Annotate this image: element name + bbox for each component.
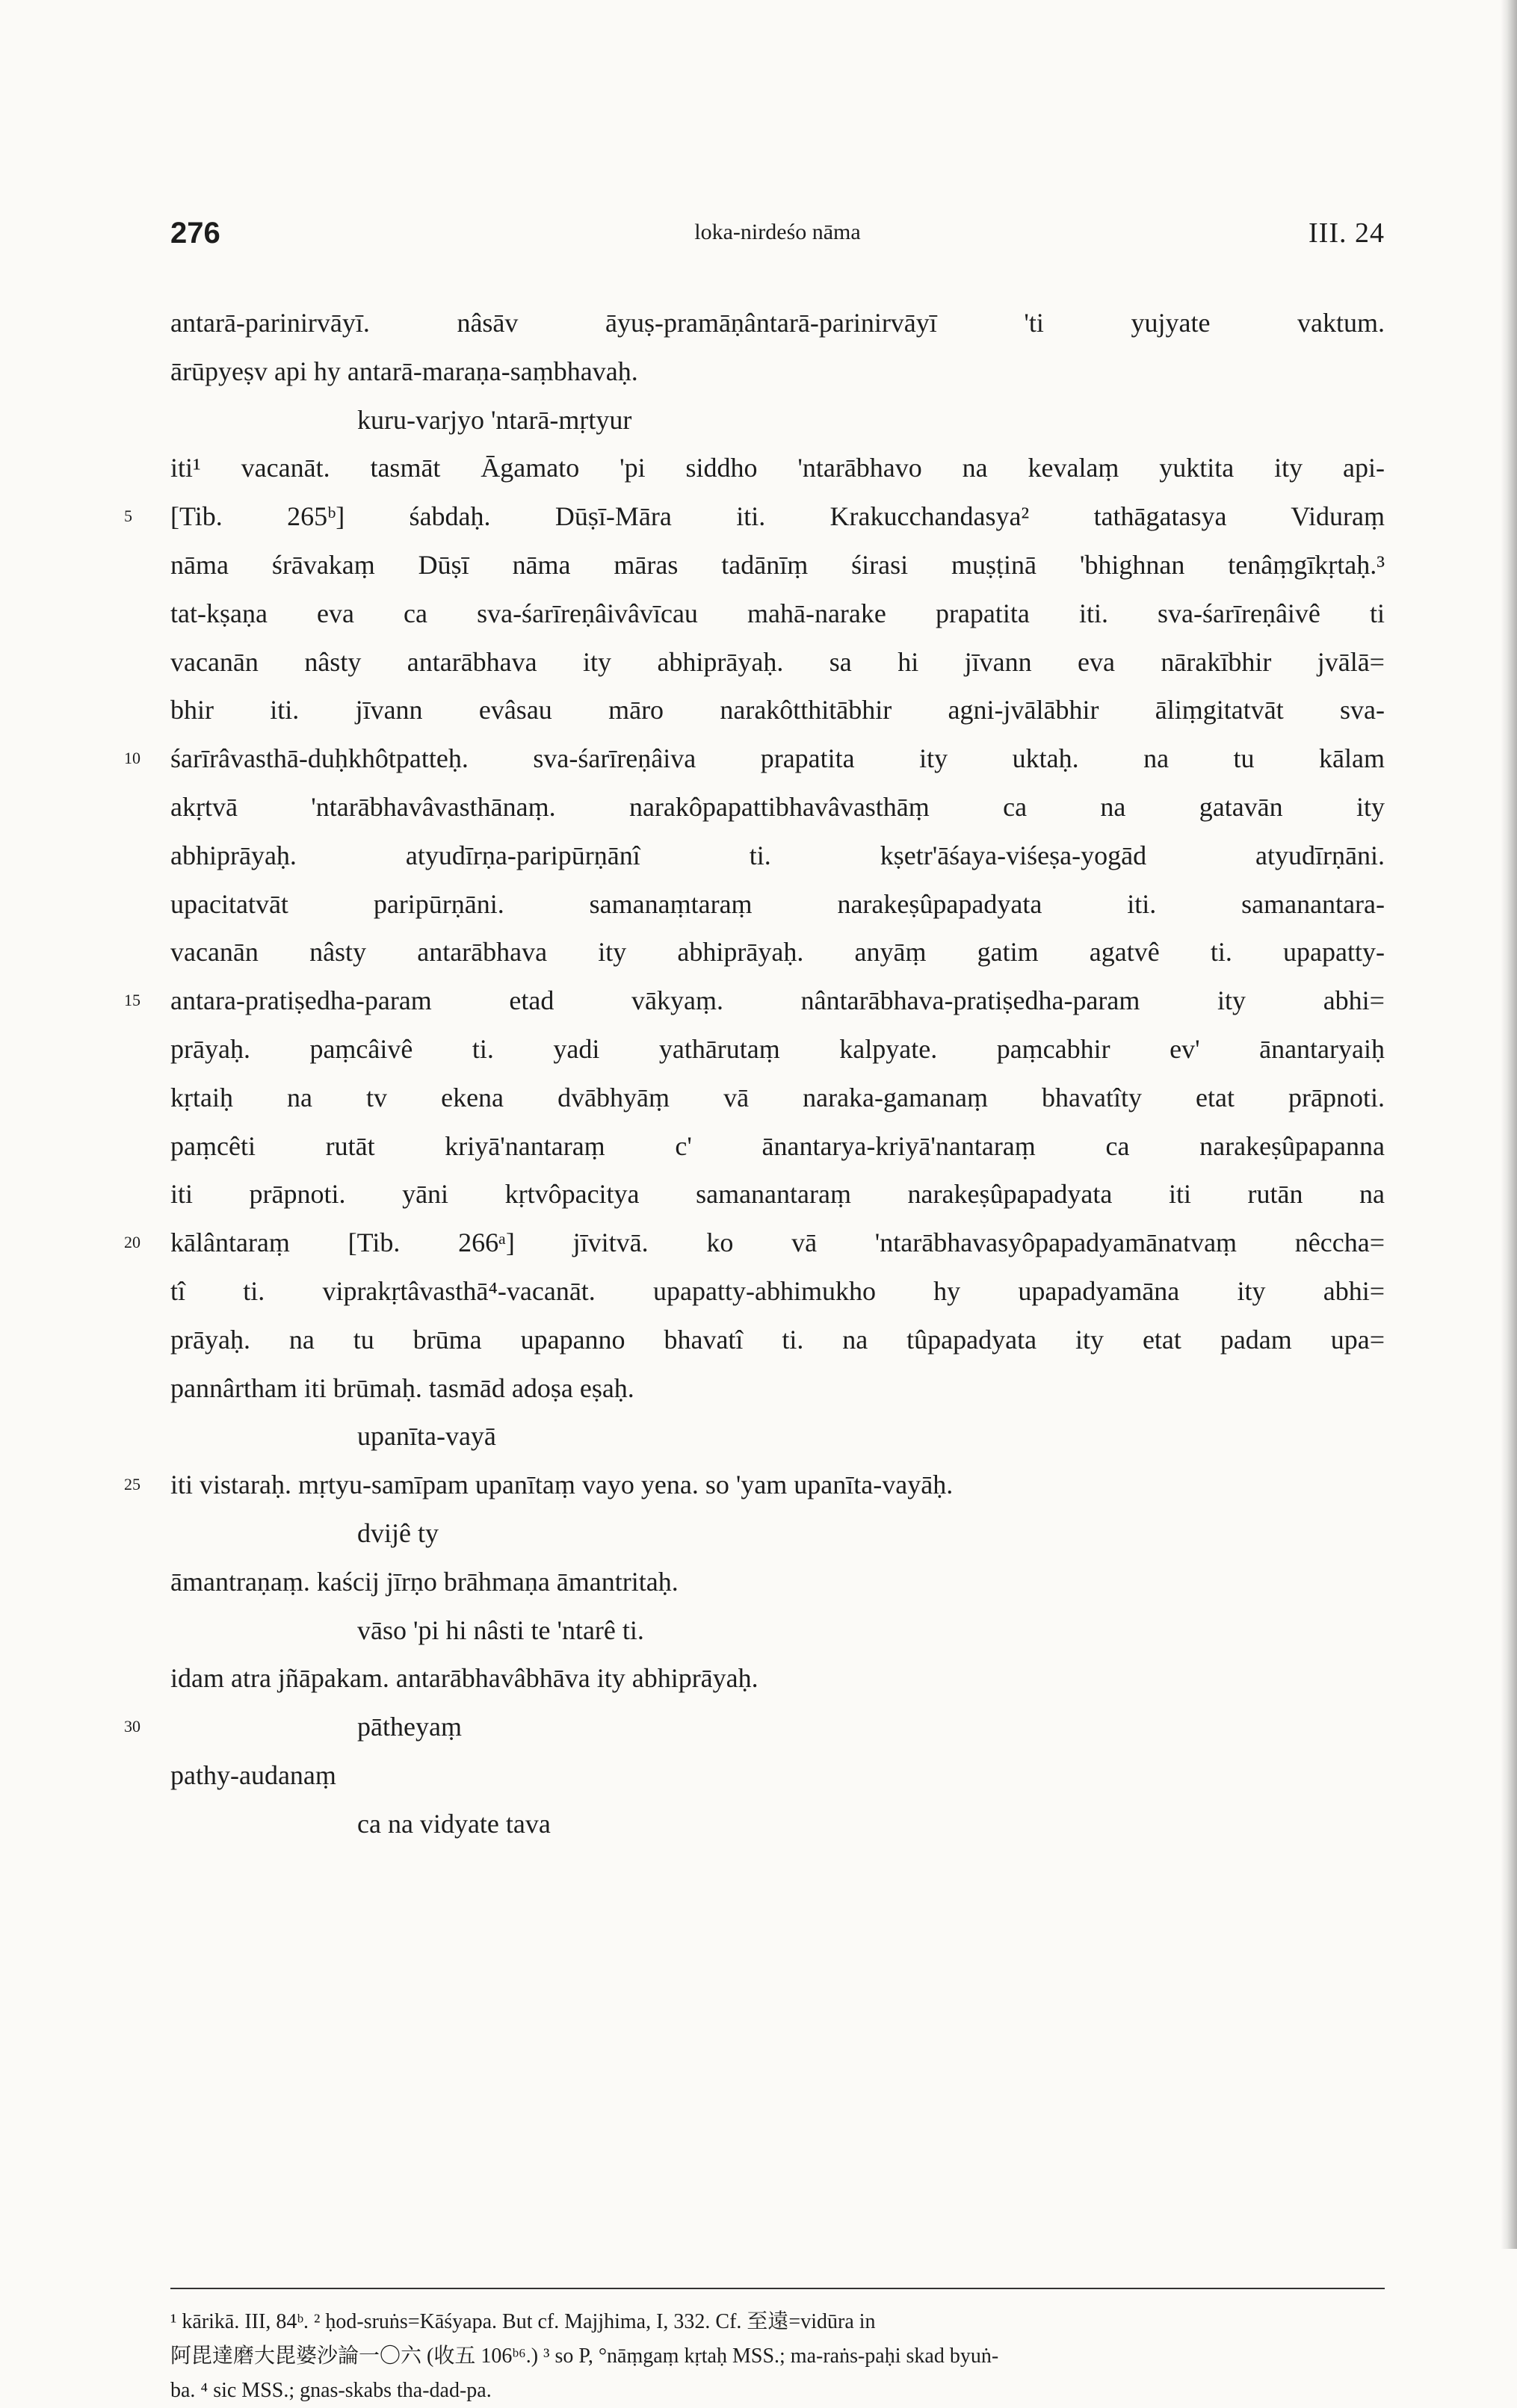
line-text: prāyaḥ. paṃcâivê ti. yadi yathārutaṃ kalpyate. paṃcabhir ev' ānantaryaiḥ: [170, 1033, 1385, 1064]
line-text: antarā-parinirvāyī. nâsāv āyuṣ-pramāṇântarā-parinirvāyī 'ti yujyate vaktum.: [170, 308, 1385, 338]
line-text: iti prāpnoti. yāni kṛtvôpacitya samanantaraṃ narakeṣûpapadyata iti rutān na: [170, 1179, 1385, 1210]
text-line: [170, 783, 1385, 832]
footnote-line: ba. ⁴ sic MSS.; gnas-skabs tha-dad-pa.: [170, 2379, 492, 2402]
line-text: kālântaraṃ [Tib. 266ᵃ] jīvitvā. ko vā 'ntarābhavasyôpapadyamānatvaṃ nêccha=: [170, 1228, 1385, 1258]
line-text: vāso 'pi hi nâsti te 'ntarê ti.: [357, 1615, 644, 1645]
line-text: tî ti. viprakṛtâvasthā⁴-vacanāt. upapatty-abhimukho hy upapadyamāna ity abhi=: [170, 1275, 1385, 1306]
line-text: idam atra jñāpakam. antarābhavâbhāva ity abhiprāyaḥ.: [170, 1663, 758, 1694]
text-line: [124, 976, 1385, 1025]
running-title: loka-nirdeśo nāma: [694, 220, 861, 244]
text-line: [170, 299, 1385, 347]
page-header: [170, 217, 1385, 261]
text-line: [170, 1412, 1385, 1461]
line-number: 20: [124, 1233, 140, 1252]
text-line: [170, 832, 1385, 880]
line-text: upanīta-vayā: [357, 1421, 496, 1452]
line-text: antara-pratiṣedha-param etad vākyaṃ. nântarābhava-pratiṣedha-param ity abhi=: [170, 985, 1385, 1016]
footnote-line: ¹ kārikā. III, 84ᵇ. ² ḥod-sruṅs=Kāśyapa. But cf. Majjhima, I, 332. Cf. 至遠=vidūra in: [170, 2310, 876, 2333]
line-number: 15: [124, 991, 140, 1010]
line-text: prāyaḥ. na tu brūma upapanno bhavatî ti. na tûpapadyata ity etat padam upa=: [170, 1324, 1385, 1355]
text-line: [124, 1461, 1385, 1509]
line-text: pātheyaṃ: [357, 1712, 462, 1742]
page-number: 276: [170, 217, 220, 250]
text-line: [170, 1800, 1385, 1848]
line-text: [Tib. 265ᵇ] śabdaḥ. Dūṣī-Māra iti. Krakucchandasya² tathāgatasya Viduraṃ: [170, 501, 1385, 532]
line-text: vacanān nâsty antarābhava ity abhiprāyaḥ. anyāṃ gatim agatvê ti. upapatty-: [170, 937, 1385, 968]
line-text: kṛtaiḥ na tv ekena dvābhyāṃ vā naraka-gamanaṃ bhavatîty etat prāpnoti.: [170, 1082, 1385, 1112]
line-text: nāma śrāvakaṃ Dūṣī nāma māras tadānīṃ śirasi muṣṭinā 'bhighnan tenâṃgīkṛtaḥ.³: [170, 549, 1385, 580]
text-line: [170, 1170, 1385, 1219]
text-line: [170, 1025, 1385, 1074]
text-line: [170, 1074, 1385, 1122]
line-number: 30: [124, 1717, 140, 1736]
line-text: pathy-audanaṃ: [170, 1759, 336, 1790]
line-number: 10: [124, 749, 140, 768]
line-text: iti¹ vacanāt. tasmāt Āgamato 'pi siddho 'ntarābhavo na kevalaṃ yuktita ity api-: [170, 453, 1385, 483]
line-text: bhir iti. jīvann evâsau māro narakôtthitābhir agni-jvālābhir āliṃgitatvāt sva-: [170, 695, 1385, 725]
text-line: [124, 1219, 1385, 1267]
line-text: iti vistaraḥ. mṛtyu-samīpam upanītaṃ vayo yena. so 'yam upanīta-vayāḥ.: [170, 1470, 954, 1500]
text-line: [170, 1509, 1385, 1558]
text-line: [170, 1751, 1385, 1800]
footnote-line: 阿毘達磨大毘婆沙論一〇六 (收五 106ᵇ⁶.) ³ so P, °nāṃgaṃ kṛtaḥ MSS.; ma-raṅs-paḥi skad byuṅ-: [170, 2344, 999, 2368]
text-line: [170, 638, 1385, 687]
text-line: [124, 1703, 1385, 1751]
text-line: [170, 1364, 1385, 1413]
line-text: pannârtham iti brūmaḥ. tasmād adoṣa eṣaḥ.: [170, 1372, 634, 1403]
text-line: [170, 347, 1385, 396]
text-line: [170, 1654, 1385, 1703]
main-text: [124, 299, 1385, 1848]
line-text: dvijê ty: [357, 1517, 439, 1548]
text-line: [170, 396, 1385, 445]
scanned-page-edge: [1501, 0, 1517, 2249]
line-text: abhiprāyaḥ. atyudīrṇa-paripūrṇānî ti. kṣetr'āśaya-viśeṣa-yogād atyudīrṇāni.: [170, 840, 1385, 870]
line-text: upacitatvāt paripūrṇāni. samanaṃtaraṃ narakeṣûpapadyata iti. samanantara-: [170, 888, 1385, 919]
text-line: [170, 1316, 1385, 1364]
line-text: āmantraṇaṃ. kaścij jīrṇo brāhmaṇa āmantritaḥ.: [170, 1566, 679, 1597]
text-line: [170, 928, 1385, 976]
line-text: ārūpyeṣv api hy antarā-maraṇa-saṃbhavaḥ.: [170, 356, 638, 386]
text-line: [170, 1558, 1385, 1606]
line-text: tat-kṣaṇa eva ca sva-śarīreṇâivâvīcau mahā-narake prapatita iti. sva-śarīreṇâivê ti: [170, 598, 1385, 628]
text-line: [170, 1267, 1385, 1316]
footnote-divider: [170, 2288, 1385, 2289]
text-line: [170, 541, 1385, 589]
text-line: [170, 444, 1385, 492]
line-number: 5: [124, 507, 132, 526]
text-line: [170, 880, 1385, 929]
line-text: kuru-varjyo 'ntarā-mṛtyur: [357, 404, 632, 435]
text-line: [124, 734, 1385, 783]
text-line: [170, 686, 1385, 734]
text-line: [170, 1606, 1385, 1655]
line-number: 25: [124, 1475, 140, 1494]
line-text: paṃcêti rutāt kriyā'nantaraṃ c' ānantarya-kriyā'nantaraṃ ca narakeṣûpapanna: [170, 1130, 1385, 1161]
footnotes: [170, 2305, 1385, 2408]
text-line: [124, 492, 1385, 541]
line-text: śarīrâvasthā-duḥkhôtpatteḥ. sva-śarīreṇâiva prapatita ity uktaḥ. na tu kālam: [170, 743, 1385, 774]
text-line: [170, 589, 1385, 638]
line-text: vacanān nâsty antarābhava ity abhiprāyaḥ. sa hi jīvann eva nārakībhir jvālā=: [170, 646, 1385, 677]
section-reference: III. 24: [1309, 217, 1385, 249]
line-text: ca na vidyate tava: [357, 1808, 551, 1839]
line-text: akṛtvā 'ntarābhavâvasthānaṃ. narakôpapattibhavâvasthāṃ ca na gatavān ity: [170, 791, 1385, 822]
text-line: [170, 1122, 1385, 1171]
